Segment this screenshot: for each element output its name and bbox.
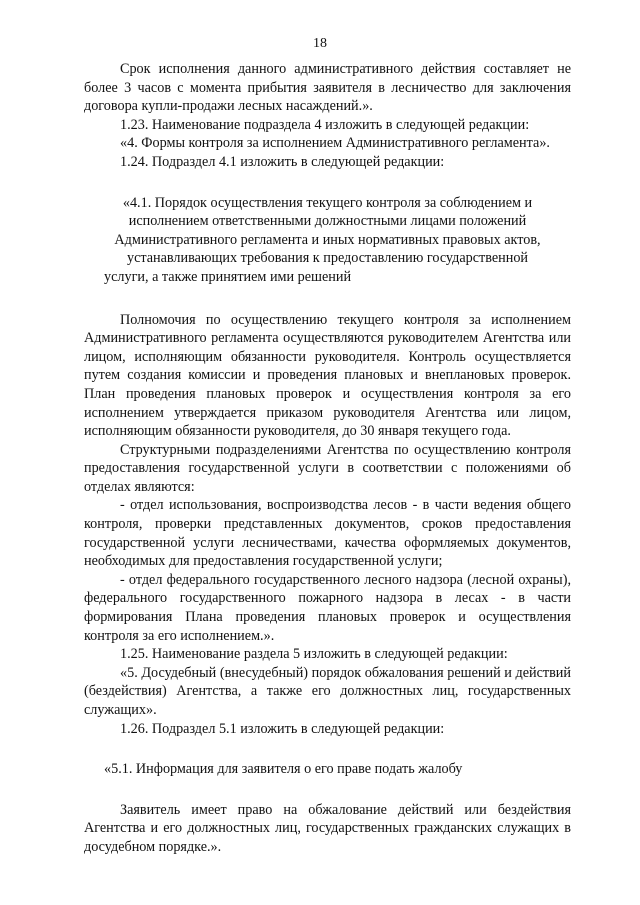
paragraph-forest-use-department: - отдел использования, воспроизводства лесов - в части ведения общего контроля, проверки представленных документов, сроков предоставления государственной услуги лесничествами, качества оформляемых документов, необходимых для предоставления государственной услуги; xyxy=(84,497,571,570)
heading-subsection-5-1: «5.1. Информация для заявителя о его праве подать жалобу xyxy=(104,761,463,778)
paragraph-item-1-23: 1.23. Наименование подраздела 4 изложить в следующей редакции: xyxy=(120,116,530,133)
paragraph-item-1-26: 1.26. Подраздел 5.1 изложить в следующей редакции: xyxy=(120,720,445,737)
page-number: 18 xyxy=(313,36,327,51)
paragraph-execution-term: Срок исполнения данного административного действия составляет не более 3 часов с момента прибытия заявителя в лесничество для заключения договора купли-продажи лесных насаждений.». xyxy=(84,61,571,115)
paragraph-item-1-25: 1.25. Наименование раздела 5 изложить в следующей редакции: xyxy=(120,646,508,663)
paragraph-structural-units: Структурными подразделениями Агентства по осуществлению контроля предоставления государственной услуги в соответствии с положениями об отделах являются: xyxy=(84,441,571,495)
paragraph-forest-supervision-department: - отдел федерального государственного лесного надзора (лесной охраны), федерального государственного пожарного надзора в лесах - в части формирования Плана проведения плановых проверок и осуществления контроля за его исполнением.». xyxy=(84,571,571,644)
paragraph-control-authority: Полномочия по осуществлению текущего контроля за исполнением Административного регламента осуществляются руководителем Агентства или лицом, исполняющим обязанности руководителя. Контроль осуществляется путем создания комиссии и проведения плановых и внеплановых проверок. План проведения плановых проверок и осуществления контроля за его исполнением утверждается приказом руководителя Агентства или лицом, исполняющим обязанности руководителя, до 30 января текущего года. xyxy=(84,311,571,440)
document-body xyxy=(84,60,571,857)
heading-subsection-4-1: «4.1. Порядок осуществления текущего контроля за соблюдением и исполнением ответственными должностными лицами положений Административного регламента и иных нормативных правовых актов, устанавливающих требования к предоставлению государственной услуги, а также принятием ими решений xyxy=(104,194,541,285)
paragraph-section-4-title: «4. Формы контроля за исполнением Административного регламента». xyxy=(120,135,550,152)
paragraph-appeal-right: Заявитель имеет право на обжалование действий или бездействия Агентства и его должностных лиц, государственных гражданских служащих в досудебном порядке.». xyxy=(84,801,571,855)
paragraph-item-1-24: 1.24. Подраздел 4.1 изложить в следующей редакции: xyxy=(120,153,445,170)
paragraph-section-5-title: «5. Досудебный (внесудебный) порядок обжалования решений и действий (бездействия) Агентства, а также его должностных лиц, государственных служащих». xyxy=(84,664,571,718)
